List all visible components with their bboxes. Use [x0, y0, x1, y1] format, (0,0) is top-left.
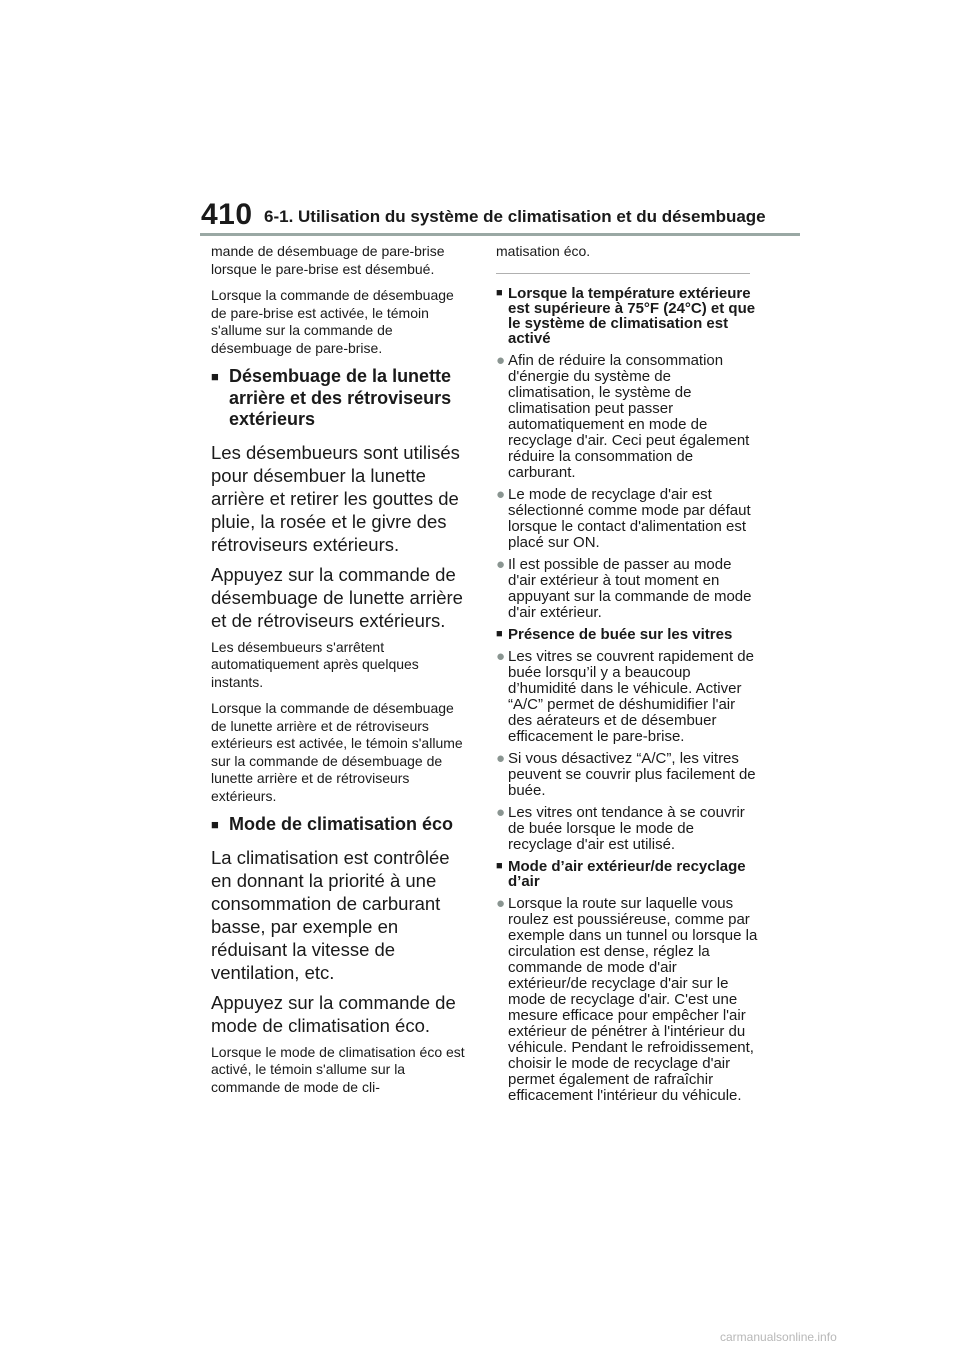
- list-item: [496, 353, 758, 481]
- note-heading-text: Lorsque la température extérieure est supérieure à 75°F (24°C) et que le système de climatisation est activé: [508, 284, 756, 347]
- bullet-icon: ●: [496, 803, 506, 821]
- list-item: [496, 557, 758, 621]
- chapter-title: 6-1. Utilisation du système de climatisation et du désembuage: [264, 207, 766, 226]
- bullet-icon: ●: [496, 894, 506, 912]
- list-item-text: Si vous désactivez “A/C”, les vitres peuvent se couvrir plus facilement de buée.: [508, 749, 756, 799]
- list-item-text: Les vitres ont tendance à se couvrir de buée lorsque le mode de recyclage d'air est utilisé.: [508, 803, 745, 853]
- paragraph: mande de désembuage de pare-brise lorsque le pare-brise est désembué.: [211, 243, 445, 277]
- divider: [496, 273, 750, 274]
- section-heading: [211, 366, 467, 431]
- page-number: 410: [201, 198, 253, 231]
- list-item-text: Il est possible de passer au mode d'air extérieur à tout moment en appuyant sur la commande de mode d'air extérieur.: [508, 555, 752, 621]
- square-bullet-icon: ■: [496, 627, 503, 640]
- paragraph: Les désembueurs s'arrêtent automatiquement après quelques instants.: [211, 638, 419, 690]
- paragraph: Appuyez sur la commande de mode de climatisation éco.: [211, 991, 456, 1036]
- note-heading: [496, 859, 758, 889]
- square-bullet-icon: ■: [211, 817, 219, 832]
- bullet-icon: ●: [496, 485, 506, 503]
- list-item: [496, 805, 758, 853]
- section-heading-text: Mode de climatisation éco: [229, 814, 454, 834]
- list-item: [496, 487, 758, 551]
- paragraph: Lorsque la commande de désembuage de lunette arrière et de rétroviseurs extérieurs est activée, le témoin s'allume sur la commande de désembuage de lunette arrière et de rétroviseurs extérieurs.: [211, 700, 463, 804]
- paragraph: Lorsque la commande de désembuage de pare-brise est activée, le témoin s'allume sur la commande de désembuage de pare-brise.: [211, 287, 454, 356]
- paragraph: Les désembueurs sont utilisés pour désembuer la lunette arrière et retirer les gouttes de pluie, la rosée et le givre des rétroviseurs extérieurs.: [211, 441, 460, 555]
- left-column: [211, 243, 467, 1105]
- paragraph: matisation éco.: [496, 243, 591, 259]
- list-item: [496, 649, 758, 745]
- list-item: [496, 896, 758, 1104]
- header-rule: [200, 233, 800, 236]
- list-item-text: Le mode de recyclage d'air est sélectionné comme mode par défaut lorsque le contact d'alimentation est placé sur ON.: [508, 485, 751, 551]
- bullet-icon: ●: [496, 647, 506, 665]
- note-heading: [496, 627, 758, 642]
- paragraph: Appuyez sur la commande de désembuage de lunette arrière et de rétroviseurs extérieurs.: [211, 563, 463, 631]
- paragraph: Lorsque le mode de climatisation éco est activé, le témoin s'allume sur la commande de mode de cli-: [211, 1043, 465, 1095]
- bullet-icon: ●: [496, 555, 506, 573]
- note-heading-text: Présence de buée sur les vitres: [508, 625, 733, 643]
- list-item: [496, 751, 758, 799]
- note-heading-text: Mode d’air extérieur/de recyclage d’air: [508, 857, 746, 890]
- list-item-text: Lorsque la route sur laquelle vous roulez est poussiéreuse, comme par exemple dans un tunnel ou lorsque la circulation est dense, réglez la commande de mode d'air extérieur/de recyclage d'air sur le mode de recyclage d'air. C'est une mesure efficace pour empêcher l'air extérieur de pénétrer à l'intérieur du véhicule. Pendant le refroidissement, choisir le mode de recyclage d'air permet également de rafraîchir efficacement l'intérieur du véhicule.: [508, 894, 758, 1104]
- list-item-text: Afin de réduire la consommation d'énergie du système de climatisation, le système de climatisation peut passer automatiquement en mode de recyclage d'air. Ceci peut également réduire la consommation de carburant.: [508, 351, 750, 481]
- bullet-icon: ●: [496, 351, 506, 369]
- square-bullet-icon: ■: [496, 286, 503, 299]
- square-bullet-icon: ■: [496, 859, 503, 872]
- list-item-text: Les vitres se couvrent rapidement de buée lorsqu’il y a beaucoup d’humidité dans le véhicule. Activer “A/C” permet de déshumidifier l'air des aérateurs et de désembuer efficacement le pare-brise.: [508, 647, 754, 745]
- bullet-icon: ●: [496, 749, 506, 767]
- square-bullet-icon: ■: [211, 369, 219, 384]
- note-heading: [496, 286, 758, 346]
- right-column: [496, 243, 758, 1110]
- section-heading-text: Désembuage de la lunette arrière et des rétroviseurs extérieurs: [229, 366, 452, 429]
- paragraph: La climatisation est contrôlée en donnant la priorité à une consommation de carburant basse, par exemple en réduisant la vitesse de ventilation, etc.: [211, 846, 450, 983]
- watermark: carmanualsonline.info: [720, 1330, 837, 1344]
- section-heading: [211, 814, 467, 836]
